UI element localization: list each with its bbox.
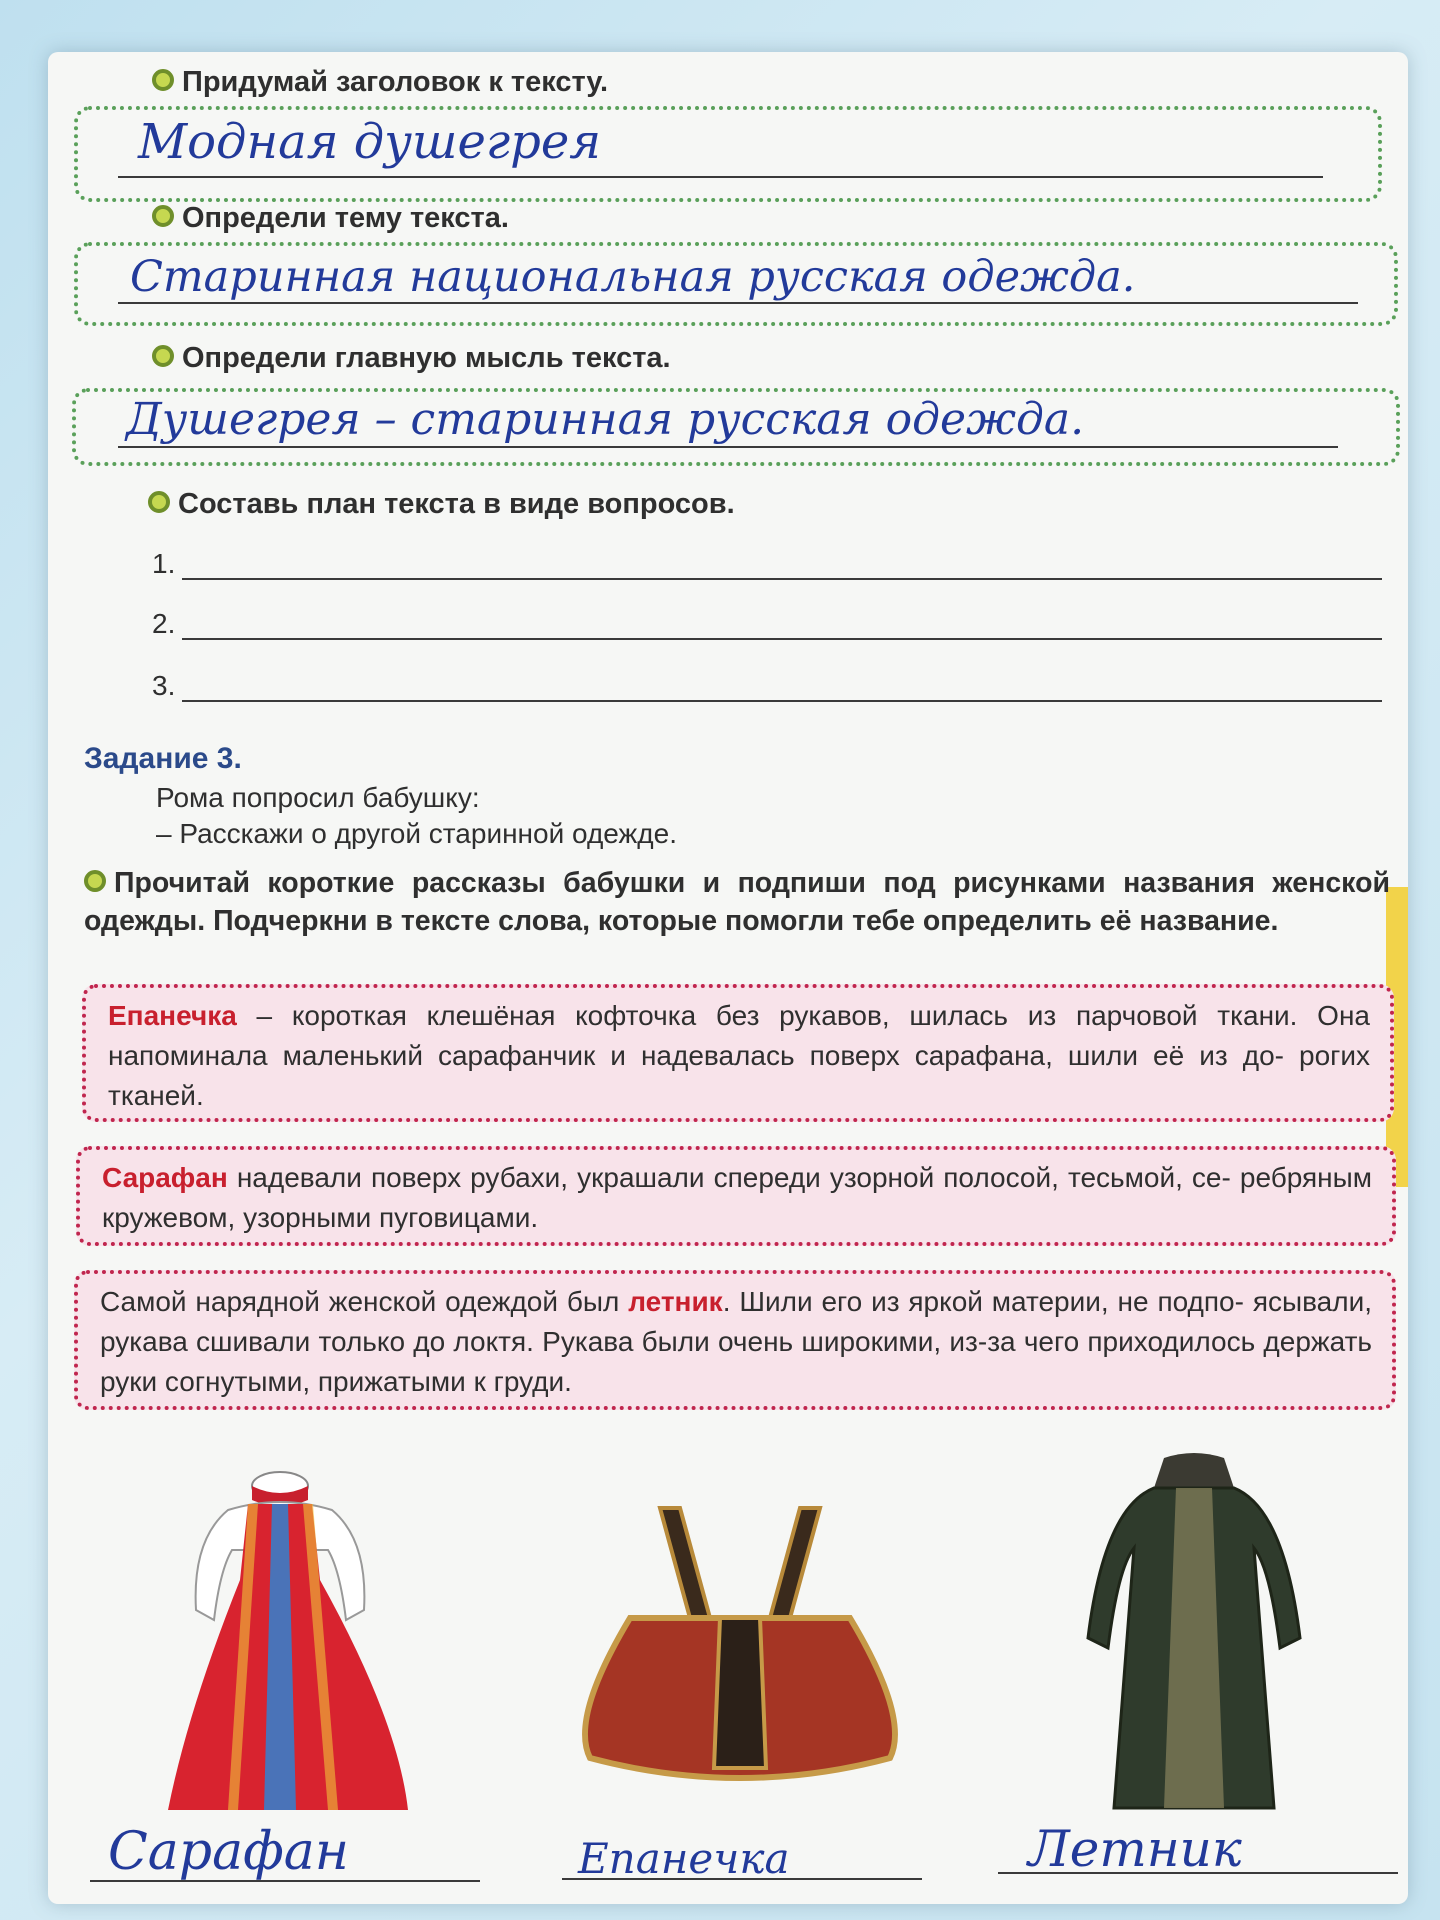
story-sarafan-term: Сарафан [102, 1162, 228, 1193]
epanechka-illustration [570, 1498, 910, 1788]
story-sarafan [76, 1146, 1396, 1246]
question-idea-text: Определи главную мысль текста. [182, 342, 671, 374]
question-idea [152, 342, 671, 375]
task-3-title: Задание 3. [84, 742, 242, 775]
letnik-illustration [1084, 1448, 1304, 1818]
bullet-icon [152, 205, 174, 227]
plan-line-1[interactable] [182, 578, 1382, 580]
story-epanechka [82, 984, 1394, 1122]
story-epanechka-term: Епанечка [108, 1000, 237, 1031]
answer-line [118, 446, 1338, 448]
sarafan-illustration [168, 1460, 428, 1820]
plan-line-3[interactable] [182, 700, 1382, 702]
story-letnik-pre: Самой нарядной женской одеждой был [100, 1286, 629, 1317]
task-3-instruction-text: Прочитай короткие рассказы бабушки и подпиши под рисунками названия женской одежды. Подчеркни в тексте слова, которые помогли тебе определить её название. [84, 867, 1390, 937]
question-theme [152, 202, 509, 235]
answer-theme-handwriting: Старинная национальная русская одежда. [130, 252, 1136, 302]
plan-number-1: 1. [152, 548, 176, 579]
question-theme-text: Определи тему текста. [182, 202, 509, 234]
question-title-text: Придумай заголовок к тексту. [182, 66, 609, 98]
story-letnik-term: летник [628, 1286, 723, 1317]
bullet-icon [148, 491, 170, 513]
story-sarafan-text: надевали поверх рубахи, украшали спереди узорной полосой, тесьмой, се- ребряным кружевом, узорными пуговицами. [102, 1162, 1372, 1233]
task-3-line-2: – Расскажи о другой старинной одежде. [156, 818, 677, 849]
caption-epanechka: Епанечка [578, 1834, 790, 1883]
answer-title-handwriting: Модная душегрея [138, 114, 602, 170]
answer-idea-handwriting: Душегрея – старинная русская одежда. [126, 394, 1085, 445]
answer-line [118, 302, 1358, 304]
bullet-icon [84, 870, 106, 892]
story-letnik-post: . Шили его из яркой материи, не подпо- ясывали, рукава сшивали только до локтя. Рукава были очень широкими, из-за чего приходилось держать руки согнутыми, прижатыми к груди. [100, 1286, 1372, 1397]
answer-line [118, 176, 1323, 178]
story-epanechka-text: – короткая клешёная кофточка без рукавов, шилась из парчовой ткани. Она напоминала маленький сарафанчик и надевалась поверх сарафана, шили её из до- рогих тканей. [108, 1000, 1370, 1111]
story-letnik [74, 1270, 1396, 1410]
question-plan [148, 488, 735, 521]
question-title [152, 66, 608, 99]
plan-number-3: 3. [152, 670, 176, 701]
bullet-icon [152, 345, 174, 367]
question-plan-text: Составь план текста в виде вопросов. [178, 488, 735, 520]
task-3-instruction [84, 864, 1390, 940]
plan-number-2: 2. [152, 608, 176, 639]
workbook-page [48, 52, 1408, 1904]
caption-sarafan: Сарафан [108, 1822, 350, 1882]
plan-line-2[interactable] [182, 638, 1382, 640]
caption-letnik: Летник [1028, 1820, 1242, 1878]
bullet-icon [152, 69, 174, 91]
task-3-line-1: Рома попросил бабушку: [156, 782, 480, 813]
